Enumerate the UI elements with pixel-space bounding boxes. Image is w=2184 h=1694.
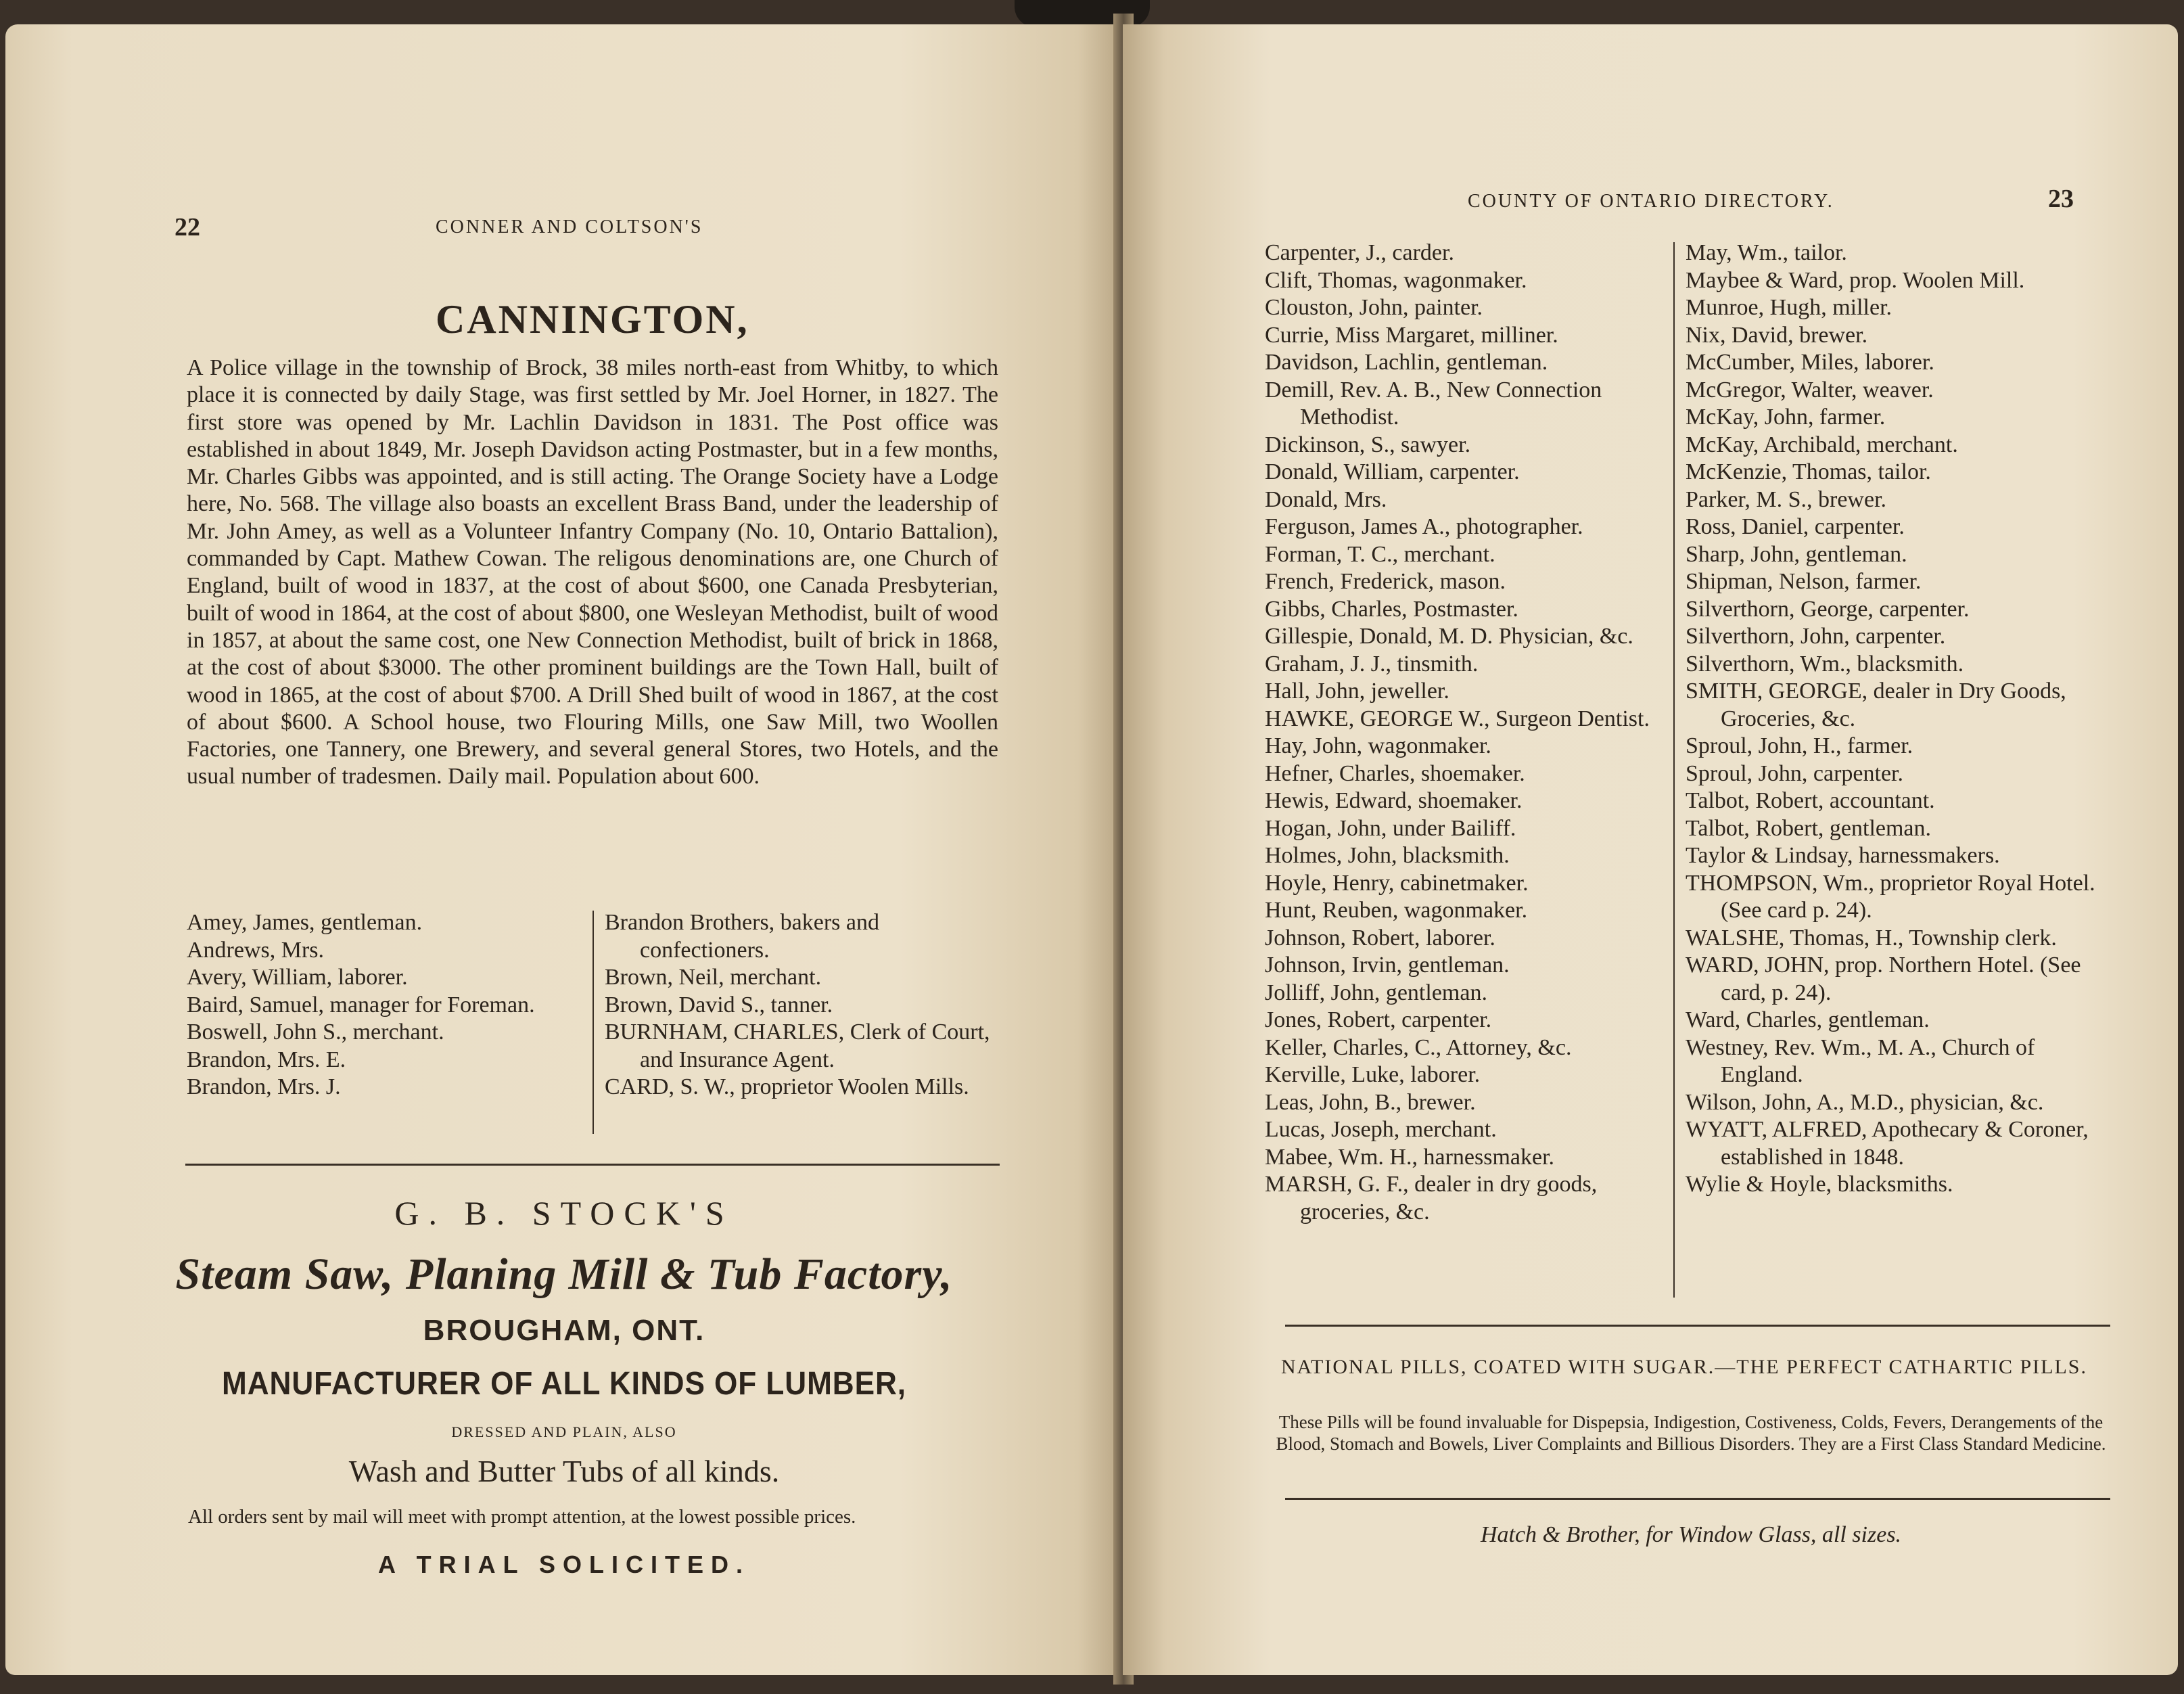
directory-entry: French, Frederick, mason. (1265, 569, 1506, 594)
directory-entry: Brown, David S., tanner. (605, 992, 833, 1017)
hatch-brother-line: Hatch & Brother, for Window Glass, all sizes. (1480, 1522, 1902, 1547)
directory-entry: Boswell, John S., merchant. (187, 1020, 444, 1045)
directory-entry: Brandon Brothers, bakers and confectioners. (605, 910, 880, 963)
column-divider (1673, 242, 1675, 1298)
directory-entry: Parker, M. S., brewer. (1686, 486, 1887, 512)
directory-entry: Carpenter, J., carder. (1265, 240, 1454, 265)
ad-trial-line: A TRIAL SOLICITED. (377, 1551, 750, 1578)
directory-entry: Kerville, Luke, laborer. (1265, 1062, 1481, 1087)
right-directory-col1 (1265, 239, 1684, 1226)
directory-entry: Maybee & Ward, prop. Woolen Mill. (1686, 267, 2025, 293)
ad-dressed-line: DRESSED AND PLAIN, ALSO (451, 1423, 677, 1440)
directory-entry: Forman, T. C., merchant. (1265, 541, 1495, 567)
section-rule (185, 1164, 1000, 1166)
directory-entry: Nix, David, brewer. (1686, 322, 1868, 348)
directory-entry: Brandon, Mrs. J. (187, 1074, 341, 1099)
directory-entry: Johnson, Irvin, gentleman. (1265, 953, 1510, 978)
directory-entry: Andrews, Mrs. (187, 937, 325, 963)
directory-entry: Hunt, Reuben, wagonmaker. (1265, 898, 1528, 923)
left-directory-col1 (187, 909, 572, 1101)
directory-entry: Ferguson, James A., photographer. (1265, 514, 1583, 539)
directory-entry: Lucas, Joseph, merchant. (1265, 1117, 1497, 1142)
directory-entry: Sproul, John, carpenter. (1686, 760, 1903, 786)
directory-entry: WYATT, ALFRED, Apothecary & Coroner, established in 1848. (1686, 1117, 2089, 1170)
directory-entry: Gillespie, Donald, M. D. Physician, &c. (1265, 624, 1633, 649)
directory-entry: Silverthorn, George, carpenter. (1686, 596, 1970, 622)
page-number-right: 23 (2048, 185, 2074, 213)
directory-entry: Hall, John, jeweller. (1265, 679, 1449, 704)
directory-entry: Sharp, John, gentleman. (1686, 541, 1907, 567)
directory-entry: Dickinson, S., sawyer. (1265, 432, 1471, 457)
directory-entry: Wilson, John, A., M.D., physician, &c. (1686, 1089, 2044, 1115)
directory-entry: McKenzie, Thomas, tailor. (1686, 459, 1931, 484)
directory-entry: Gibbs, Charles, Postmaster. (1265, 596, 1518, 622)
directory-entry: Ross, Daniel, carpenter. (1686, 514, 1905, 539)
directory-entry: Donald, William, carpenter. (1265, 459, 1520, 484)
running-head-right: COUNTY OF ONTARIO DIRECTORY. (1468, 191, 1834, 212)
directory-entry: Silverthorn, Wm., blacksmith. (1686, 651, 1964, 677)
directory-entry: Mabee, Wm. H., harnessmaker. (1265, 1144, 1555, 1170)
directory-entry: Silverthorn, John, carpenter. (1686, 624, 1946, 649)
directory-entry: Holmes, John, blacksmith. (1265, 843, 1510, 868)
column-divider (593, 911, 594, 1134)
directory-entry: Keller, Charles, C., Attorney, &c. (1265, 1034, 1572, 1060)
right-directory-col2 (1686, 239, 2118, 1199)
directory-entry: Jones, Robert, carpenter. (1265, 1007, 1492, 1032)
directory-entry: MARSH, G. F., dealer in dry goods, groceries, &c. (1265, 1172, 1598, 1224)
directory-entry: McKay, John, farmer. (1686, 405, 1886, 430)
pills-heading: NATIONAL PILLS, COATED WITH SUGAR.—THE PERFECT CATHARTIC PILLS. (1281, 1356, 2087, 1378)
directory-entry: THOMPSON, Wm., proprietor Royal Hotel. (See card p. 24). (1686, 870, 2095, 923)
directory-entry: Amey, James, gentleman. (187, 910, 423, 935)
directory-entry: Wylie & Hoyle, blacksmiths. (1686, 1172, 1953, 1197)
directory-entry: Avery, William, laborer. (187, 965, 408, 990)
directory-entry: Hogan, John, under Bailiff. (1265, 815, 1516, 841)
directory-entry: McGregor, Walter, weaver. (1686, 377, 1934, 403)
city-heading: CANNINGTON, (436, 297, 749, 342)
directory-entry: BURNHAM, CHARLES, Clerk of Court, and Insurance Agent. (605, 1020, 990, 1072)
directory-entry: Johnson, Robert, laborer. (1265, 925, 1495, 951)
directory-entry: Currie, Miss Margaret, milliner. (1265, 322, 1558, 348)
directory-entry: May, Wm., tailor. (1686, 240, 1847, 265)
pills-body: These Pills will be found invaluable for Dispepsia, Indigestion, Costiveness, Colds, Fevers, Derangements of the Blood, Stomach and Bowels, Liver Complaints and Billious Disorders. They are a First Class Standard Medicine. (1276, 1412, 2106, 1454)
ad-manufacturer-line: MANUFACTURER OF ALL KINDS OF LUMBER, (222, 1366, 906, 1402)
directory-entry: Hoyle, Henry, cabinetmaker. (1265, 870, 1529, 896)
ad-orders-line: All orders sent by mail will meet with prompt attention, at the lowest possible prices. (188, 1506, 856, 1528)
directory-entry: Ward, Charles, gentleman. (1686, 1007, 1930, 1032)
ad-business: Steam Saw, Planing Mill & Tub Factory, (175, 1250, 953, 1299)
directory-entry: Brown, Neil, merchant. (605, 965, 822, 990)
running-head-left: CONNER AND COLTSON'S (436, 216, 703, 237)
page-number-left: 22 (175, 213, 200, 242)
directory-entry: WARD, JOHN, prop. Northern Hotel. (See card, p. 24). (1686, 953, 2081, 1005)
directory-entry: HAWKE, GEORGE W., Surgeon Dentist. (1265, 706, 1650, 731)
right-page (1123, 24, 2178, 1675)
directory-entry: Baird, Samuel, manager for Foreman. (187, 992, 535, 1017)
directory-entry: Talbot, Robert, gentleman. (1686, 815, 1932, 841)
section-rule (1285, 1325, 2110, 1327)
ad-place: BROUGHAM, ONT. (423, 1314, 705, 1347)
directory-entry: CARD, S. W., proprietor Woolen Mills. (605, 1074, 969, 1099)
directory-entry: Taylor & Lindsay, harnessmakers. (1686, 843, 2000, 868)
directory-entry: Leas, John, B., brewer. (1265, 1089, 1476, 1115)
directory-entry: WALSHE, Thomas, H., Township clerk. (1686, 925, 2057, 951)
directory-entry: Demill, Rev. A. B., New Connection Methodist. (1265, 377, 1602, 430)
directory-entry: Hefner, Charles, shoemaker. (1265, 760, 1525, 786)
directory-entry: Westney, Rev. Wm., M. A., Church of England. (1686, 1034, 2035, 1087)
directory-entry: Clouston, John, painter. (1265, 295, 1483, 320)
directory-entry: SMITH, GEORGE, dealer in Dry Goods, Groceries, &c. (1686, 679, 2066, 731)
left-directory-col2 (605, 909, 1010, 1101)
section-rule (1285, 1498, 2110, 1500)
ad-tubs-line: Wash and Butter Tubs of all kinds. (348, 1454, 780, 1488)
directory-entry: McCumber, Miles, laborer. (1686, 350, 1934, 375)
directory-entry: Hewis, Edward, shoemaker. (1265, 788, 1523, 813)
village-description: A Police village in the township of Brock, 38 miles north-east from Whitby, to which place it is connected by daily Stage, was first settled by Mr. Joel Horner, in 1827. The first store was opened by Mr. Lachlin Davidson in 1831. The Post office was established in about 1849, Mr. Joseph Davidson acting Postmaster, but in a few months, Mr. Charles Gibbs was appointed, and is still acting. The Orange Society have a Lodge here, No. 568. The village also boasts an excellent Brass Band, under the leadership of Mr. John Amey, as well as a Volunteer Infantry Company (No. 10, Ontario Battalion), commanded by Capt. Mathew Cowan. The religous denominations are, one Church of England, built of wood in 1837, at the cost of about $600, one Canada Presbyterian, built of wood in 1864, at the cost of about $800, one Wesleyan Methodist, built of wood in 1857, at about the same cost, one New Connection Methodist, built of brick in 1868, at the cost of about $3000. The other prominent buildings are the Town Hall, built of wood in 1865, at the cost of about $700. A Drill Shed built of wood in 1867, at the cost of about $600. A School house, two Flouring Mills, one Saw Mill, two Woollen Factories, one Tannery, one Brewery, and several general Stores, two Hotels, and the usual number of tradesmen. Daily mail. Population about 600. (187, 355, 998, 789)
directory-entry: Graham, J. J., tinsmith. (1265, 651, 1479, 677)
directory-entry: Clift, Thomas, wagonmaker. (1265, 267, 1527, 293)
directory-entry: Donald, Mrs. (1265, 486, 1387, 512)
directory-entry: Shipman, Nelson, farmer. (1686, 569, 1922, 594)
directory-entry: Hay, John, wagonmaker. (1265, 733, 1491, 758)
ad-name: G. B. STOCK'S (394, 1194, 734, 1232)
directory-entry: Sproul, John, H., farmer. (1686, 733, 1913, 758)
directory-entry: Munroe, Hugh, miller. (1686, 295, 1892, 320)
directory-entry: McKay, Archibald, merchant. (1686, 432, 1958, 457)
left-page (5, 24, 1123, 1675)
directory-entry: Jolliff, John, gentleman. (1265, 980, 1487, 1005)
directory-entry: Brandon, Mrs. E. (187, 1047, 346, 1072)
directory-entry: Talbot, Robert, accountant. (1686, 788, 1935, 813)
directory-entry: Davidson, Lachlin, gentleman. (1265, 350, 1548, 375)
